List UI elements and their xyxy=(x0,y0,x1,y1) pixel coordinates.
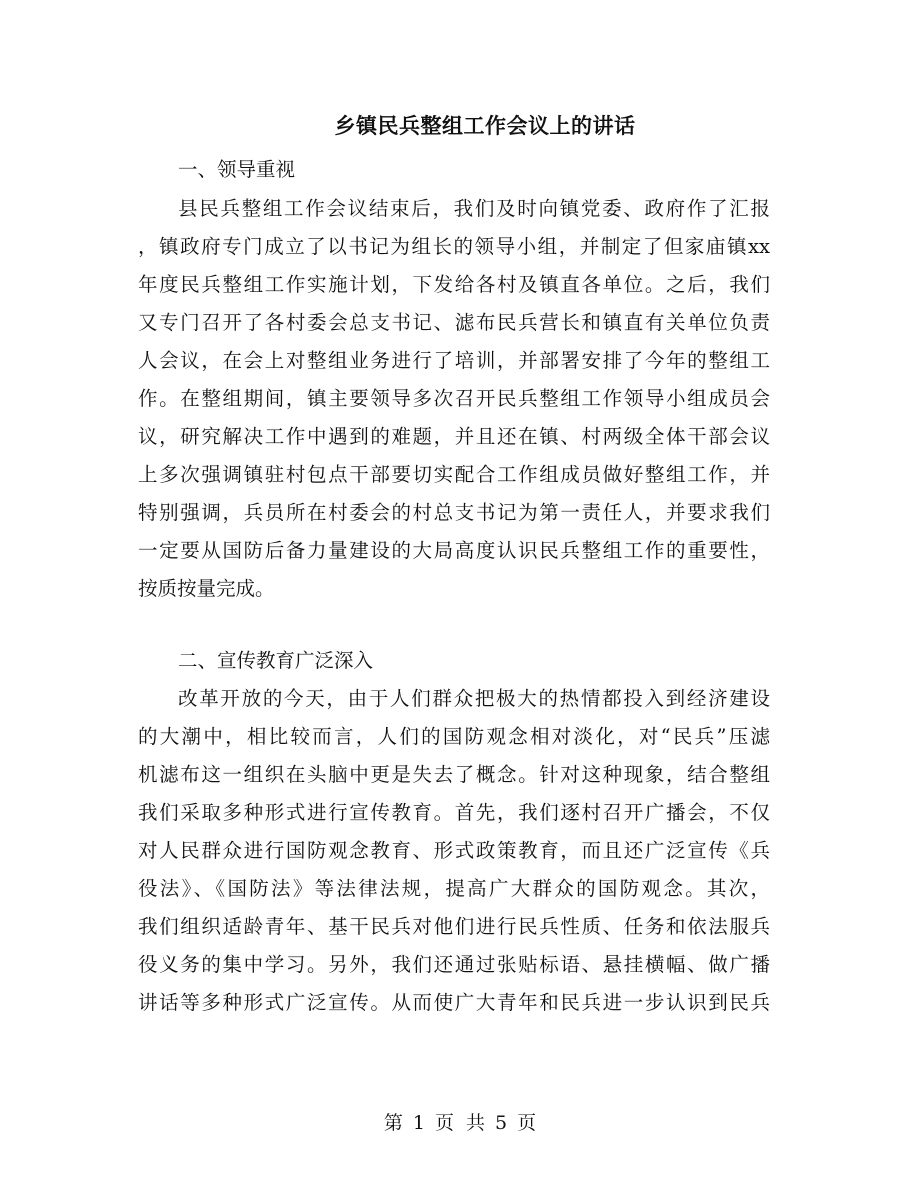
paragraph-line: 作。在整组期间，镇主要领导多次召开民兵整组工作领导小组成员会 xyxy=(138,387,770,410)
paragraph-line: 又专门召开了各村委会总支书记、滤布民兵营长和镇直有关单位负责 xyxy=(138,311,770,334)
paragraph-line: 我们采取多种形式进行宣传教育。首先，我们逐村召开广播会，不仅 xyxy=(138,801,770,824)
footer-page-number: 1 xyxy=(412,1112,425,1134)
footer-prefix: 第 xyxy=(383,1112,403,1134)
paragraph-line: 议，研究解决工作中遇到的难题，并且还在镇、村两级全体干部会议 xyxy=(138,425,770,448)
paragraph-line: 对人民群众进行国防观念教育、形式政策教育，而且还广泛宣传《兵 xyxy=(138,839,770,862)
paragraph-line: 上多次强调镇驻村包点干部要切实配合工作组成员做好整组工作，并 xyxy=(138,463,770,486)
section-heading: 二、宣传教育广泛深入 xyxy=(178,649,374,672)
paragraph-line: 讲话等多种形式广泛宣传。从而使广大青年和民兵进一步认识到民兵 xyxy=(138,991,770,1014)
paragraph-line: ，镇政府专门成立了以书记为组长的领导小组，并制定了但家庙镇xx xyxy=(138,235,770,258)
section-heading: 一、领导重视 xyxy=(178,158,296,181)
footer-middle: 页 共 xyxy=(434,1112,486,1134)
paragraph-line: 改革开放的今天，由于人们群众把极大的热情都投入到经济建设 xyxy=(178,687,770,710)
paragraph-line: 县民兵整组工作会议结束后，我们及时向镇党委、政府作了汇报 xyxy=(178,197,770,220)
paragraph-line: 役法》、《国防法》等法律法规，提高广大群众的国防观念。其次， xyxy=(138,877,770,900)
paragraph-line: 机滤布这一组织在头脑中更是失去了概念。针对这种现象，结合整组 xyxy=(138,763,770,786)
paragraph-line: 人会议，在会上对整组业务进行了培训，并部署安排了今年的整组工 xyxy=(138,349,770,372)
page-footer xyxy=(0,1106,920,1140)
paragraph-line: 年度民兵整组工作实施计划，下发给各村及镇直各单位。之后，我们 xyxy=(138,273,770,296)
paragraph-line: 我们组织适龄青年、基干民兵对他们进行民兵性质、任务和依法服兵 xyxy=(138,915,770,938)
paragraph-line: 一定要从国防后备力量建设的大局高度认识民兵整组工作的重要性， xyxy=(138,539,770,562)
paragraph-line: 的大潮中，相比较而言，人们的国防观念相对淡化，对“民兵”压滤 xyxy=(138,725,770,748)
paragraph-line: 役义务的集中学习。另外，我们还通过张贴标语、悬挂横幅、做广播 xyxy=(138,953,770,976)
footer-suffix: 页 xyxy=(517,1112,537,1134)
document-title: 乡镇民兵整组工作会议上的讲话 xyxy=(334,113,636,138)
footer-total-pages: 5 xyxy=(495,1112,508,1134)
paragraph-line: 特别强调，兵员所在村委会的村总支书记为第一责任人，并要求我们 xyxy=(138,501,770,524)
paragraph-line: 按质按量完成。 xyxy=(138,577,275,600)
